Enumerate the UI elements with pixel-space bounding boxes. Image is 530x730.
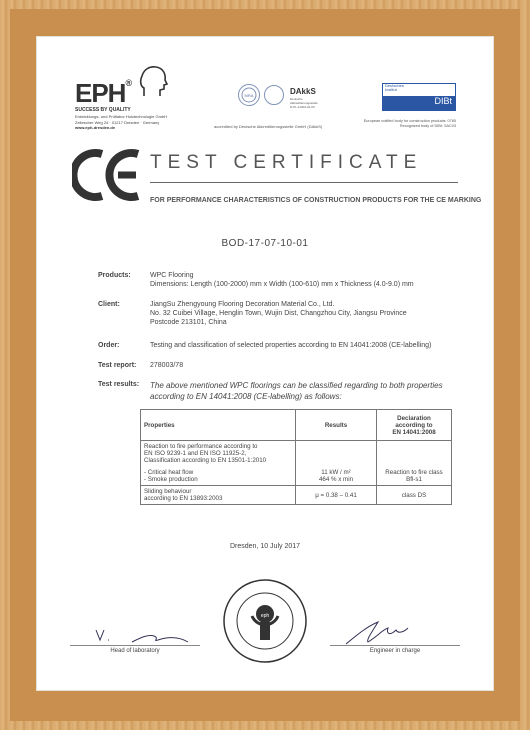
dibt-top-1: Deutsches: [385, 83, 404, 88]
row1-declaration: [377, 441, 452, 486]
order-label: Order:: [98, 342, 120, 349]
dibt-top: [383, 84, 455, 96]
svg-text:MRA: MRA: [244, 93, 254, 98]
table-row: [141, 486, 452, 505]
engineer-label: Engineer in charge: [369, 648, 421, 654]
results-line-1: The above mentioned WPC floorings can be classified regarding to both properties: [150, 381, 443, 390]
certificate-id: BOD-17-07-10-01: [221, 238, 309, 249]
products-line-2: Dimensions: Length (100-2000) mm x Width (100-610) mm x Thickness (4.0-9.0) mm: [150, 281, 414, 288]
properties-table: [140, 409, 452, 505]
row1-prop-4: - Critical heat flow: [144, 469, 194, 476]
official-seal-icon: [222, 578, 308, 664]
row1-prop-1: Reaction to fire performance according to: [144, 443, 258, 450]
eph-address-2: Zellescher Weg 24 · 01217 Dresden · Germany: [75, 120, 160, 125]
client-line-1: JiangSu Zhengyoung Flooring Decoration Material Co., Ltd.: [150, 301, 335, 308]
header-properties: Properties: [141, 410, 296, 441]
header-decl-1: Declaration: [397, 414, 431, 422]
eph-website: www.eph-dresden.de: [75, 125, 116, 130]
registered-mark: ®: [125, 78, 132, 88]
row1-result-1: 11 kW / m²: [321, 469, 351, 476]
dakks-sub-1: Deutsche: [290, 97, 303, 101]
row2-result: μ = 0.38 – 0.41: [296, 486, 377, 505]
row2-prop-2: according to EN 13893:2003: [144, 495, 223, 502]
client-value: [150, 300, 460, 327]
header-decl-2: according to: [395, 421, 433, 429]
row1-result-2: 464 % x min: [318, 476, 354, 483]
products-value: [150, 271, 460, 289]
table-header-row: [141, 410, 452, 441]
client-line-2: No. 32 Cuibei Village, Henglin Town, Wujin Dist, Changzhou City, Jiangsu Province: [150, 310, 407, 317]
header-declaration: [377, 410, 452, 441]
dakks-sub-2: Akkreditierungsstelle: [290, 101, 318, 105]
head-profile-icon: [138, 64, 168, 98]
eph-logo-text: EPH: [75, 78, 126, 108]
row1-prop-2: EN ISO 9239-1 and EN ISO 11925-2,: [144, 450, 247, 457]
dibt-bottom: DIBt: [383, 96, 455, 111]
table-row: [141, 441, 452, 486]
eph-logo: [75, 78, 185, 109]
seal-logo-text: eph: [260, 613, 270, 619]
report-label: Test report:: [98, 362, 137, 369]
ilac-mra-icon: [238, 84, 260, 106]
results-value: [150, 380, 470, 402]
row1-prop-3: Classification according to EN 13501-1:2010: [144, 457, 267, 464]
dibt-caption-1: European notified body for construction products: 0765: [363, 119, 456, 123]
results-label: Test results:: [98, 381, 140, 388]
row1-result: [296, 441, 377, 486]
dakks-label: DAkkS: [290, 87, 316, 96]
report-value: 278003/78: [150, 362, 184, 369]
certificate-title: TEST CERTIFICATE: [150, 152, 423, 173]
header-results: Results: [296, 410, 377, 441]
dibt-caption-2: Recognized body of DIBt: SAC03: [399, 124, 456, 128]
dibt-top-2: Institut: [385, 87, 397, 92]
eph-logo-block: [75, 78, 185, 130]
row2-property: [141, 486, 296, 505]
row2-declaration: class DS: [377, 486, 452, 505]
results-line-2: according to EN 14041:2008 (CE-labelling) as follows:: [150, 392, 342, 401]
row1-decl-1: Reaction to fire class: [385, 469, 443, 476]
head-signature-line: [70, 645, 200, 646]
accreditation-caption: accredited by Deutsche Akkreditierungsstelle GmbH (DAkkS): [214, 124, 323, 129]
engineer-signature-icon: [338, 620, 438, 646]
dibt-logo: [382, 83, 456, 111]
row2-prop-1: Sliding behaviour: [144, 488, 192, 495]
dakks-sub-3: D-PL-11004-01-00: [290, 105, 315, 109]
products-line-1: WPC Flooring: [150, 272, 194, 279]
products-label: Products:: [98, 272, 131, 279]
dakks-sub: [290, 97, 318, 109]
ce-mark-icon: [72, 148, 144, 202]
head-of-lab-label: Head of laboratory: [110, 648, 160, 654]
client-label: Client:: [98, 301, 120, 308]
certificate-subtitle: FOR PERFORMANCE CHARACTERISTICS OF CONSTRUCTION PRODUCTS FOR THE CE MARKING: [150, 197, 482, 204]
dakks-circle-icon: [264, 85, 284, 105]
issue-date: Dresden, 10 July 2017: [229, 543, 301, 550]
row1-decl-2: Bfl-s1: [406, 476, 422, 483]
client-line-3: Postcode 213101, China: [150, 319, 227, 326]
title-underline: [150, 182, 458, 183]
header-decl-3: EN 14041:2008: [392, 428, 436, 436]
row1-prop-5: - Smoke production: [144, 476, 198, 483]
order-value: Testing and classification of selected properties according to EN 14041:2008 (CE-labelling): [150, 342, 432, 349]
eph-tagline: SUCCESS BY QUALITY: [75, 107, 131, 113]
row1-property: [141, 441, 296, 486]
engineer-signature-line: [330, 645, 460, 646]
dibt-caption: [346, 119, 456, 129]
eph-address-1: Entwicklungs- und Prüflabor Holztechnologie GmbH: [75, 114, 168, 119]
